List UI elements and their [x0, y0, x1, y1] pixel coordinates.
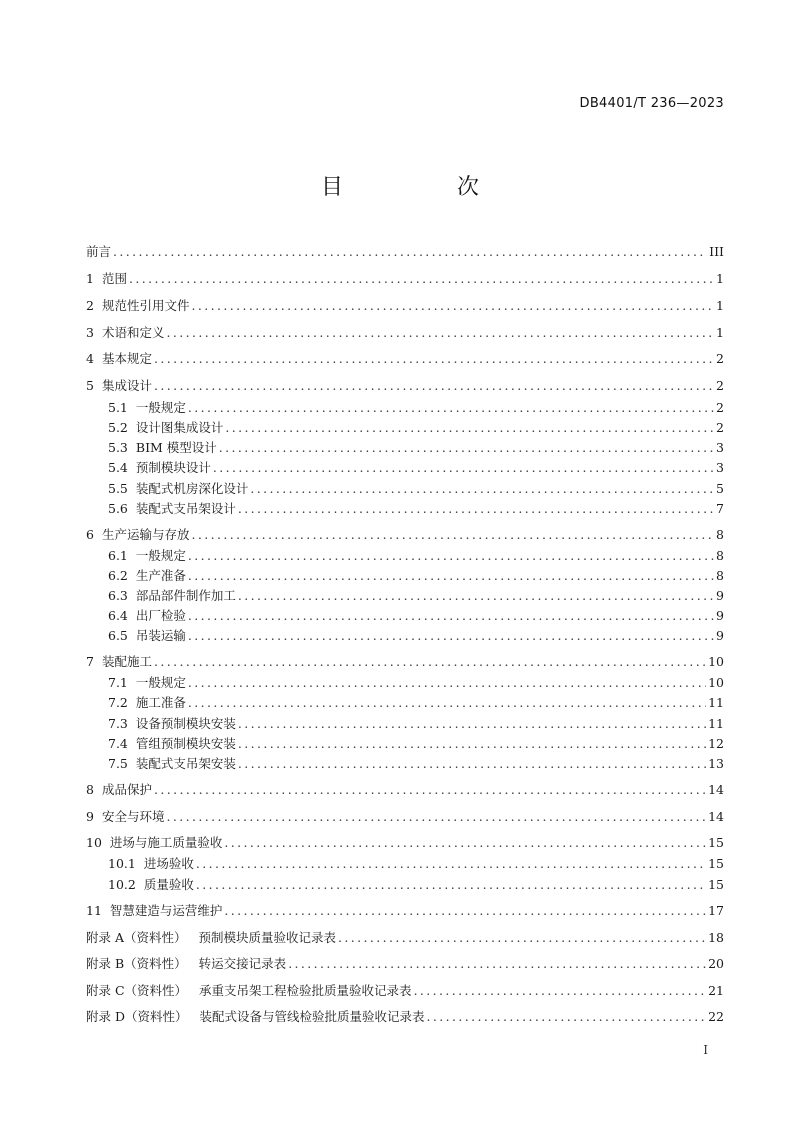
appendix-title [86, 1008, 427, 1026]
section-number: 5.1 [108, 400, 128, 415]
dot-leader [188, 694, 706, 712]
toc-entry[interactable] [86, 781, 724, 799]
section-number: 11 [86, 903, 102, 918]
toc-entry[interactable] [86, 350, 724, 368]
section-title: 成品保护 [101, 782, 152, 797]
appendix-name: 装配式设备与管线检验批质量验收记录表 [199, 1009, 425, 1024]
page-ref: 10 [708, 675, 724, 690]
page-ref: 1 [716, 325, 724, 340]
section-title: 质量验收 [143, 877, 194, 892]
page-ref: III [709, 244, 724, 259]
section-title: 施工准备 [135, 695, 186, 710]
dot-leader [188, 607, 714, 625]
dot-leader [238, 735, 706, 753]
dot-leader [238, 755, 706, 773]
page-ref: 10 [708, 654, 724, 669]
page-ref: 1 [716, 298, 724, 313]
appendix-entry[interactable] [86, 955, 724, 973]
section-title: 部品部件制作加工 [135, 588, 236, 603]
appendix-title [86, 982, 414, 1000]
dot-leader [196, 876, 706, 894]
toc-entry[interactable] [86, 755, 724, 773]
section-number: 5.3 [108, 440, 128, 455]
page-ref: 2 [716, 420, 724, 435]
dot-leader [188, 399, 714, 417]
page-ref: 2 [716, 378, 724, 393]
toc-entry-title [86, 297, 191, 315]
section-title: 生产准备 [135, 568, 186, 583]
page-ref: 8 [716, 527, 724, 542]
toc-entry-title [108, 876, 196, 894]
section-number: 5.5 [108, 481, 128, 496]
toc-entry[interactable] [86, 694, 724, 712]
dot-leader [166, 324, 714, 342]
toc-entry[interactable] [86, 627, 724, 645]
dot-leader [188, 627, 714, 645]
toc-entry[interactable] [86, 297, 724, 315]
page-ref: 17 [708, 903, 724, 918]
toc-entry[interactable] [86, 735, 724, 753]
dot-leader [238, 500, 714, 518]
dot-leader [154, 377, 714, 395]
section-title: 装配式支吊架设计 [135, 501, 236, 516]
section-number: 6 [86, 527, 94, 542]
appendix-entry[interactable] [86, 982, 724, 1000]
toc-entry-title [86, 653, 154, 671]
section-number: 5.6 [108, 501, 128, 516]
toc-entry[interactable] [86, 834, 724, 852]
section-number: 7.3 [108, 716, 128, 731]
section-number: 6.5 [108, 628, 128, 643]
page-ref: 15 [708, 856, 724, 871]
appendix-entry[interactable] [86, 929, 724, 947]
appendix-title [86, 955, 288, 973]
dot-leader [224, 834, 706, 852]
page-ref: 12 [708, 736, 724, 751]
toc-entry-title [108, 674, 188, 692]
toc-entry-title [86, 350, 154, 368]
toc-entry[interactable] [86, 547, 724, 565]
page-ref: 3 [716, 460, 724, 475]
toc-entry-title [108, 627, 188, 645]
toc-entry[interactable] [86, 500, 724, 518]
toc-entry[interactable] [86, 480, 724, 498]
section-title: 装配施工 [101, 654, 152, 669]
toc-entry-title [86, 243, 113, 261]
page-ref: 21 [708, 983, 724, 998]
section-number: 5.2 [108, 420, 128, 435]
toc-entry[interactable] [86, 459, 724, 477]
section-number: 10.1 [108, 856, 136, 871]
section-title: 安全与环境 [101, 809, 165, 824]
page-ref: 20 [708, 956, 724, 971]
page-ref: 15 [708, 877, 724, 892]
section-title: 集成设计 [101, 378, 152, 393]
section-title: 术语和定义 [101, 325, 165, 340]
toc-entry[interactable] [86, 243, 724, 261]
section-title: 一般规定 [135, 548, 186, 563]
section-number: 4 [86, 351, 94, 366]
dot-leader [154, 350, 714, 368]
section-title: 预制模块设计 [135, 460, 211, 475]
toc-entry-title [86, 324, 166, 342]
dot-leader [166, 808, 706, 826]
toc-entry-title [108, 694, 188, 712]
section-number: 1 [86, 271, 94, 286]
page-ref: 9 [716, 608, 724, 623]
dot-leader [250, 480, 714, 498]
toc-entry-title [108, 439, 219, 457]
toc-entry[interactable] [86, 399, 724, 417]
section-title: BIM 模型设计 [135, 440, 217, 455]
toc-entry[interactable] [86, 567, 724, 585]
appendix-entry[interactable] [86, 1008, 724, 1026]
appendix-tag: 附录 D（资料性） [86, 1009, 188, 1024]
section-title: 范围 [101, 271, 127, 286]
page-ref: 5 [716, 481, 724, 496]
toc-entry-title [86, 270, 129, 288]
section-title: 基本规定 [101, 351, 152, 366]
toc-entry-title [108, 547, 188, 565]
dot-leader [129, 270, 714, 288]
dot-leader [188, 567, 714, 585]
toc-entry-title [108, 399, 188, 417]
page-ref: 9 [716, 628, 724, 643]
section-title: 智慧建造与运营维护 [109, 903, 223, 918]
section-number: 10 [86, 835, 102, 850]
section-number: 3 [86, 325, 94, 340]
toc-entry[interactable] [86, 902, 724, 920]
dot-leader [338, 929, 706, 947]
section-title: 生产运输与存放 [101, 527, 190, 542]
dot-leader [224, 902, 706, 920]
section-title: 管组预制模块安装 [135, 736, 236, 751]
page-ref: 14 [708, 809, 724, 824]
toc-entry[interactable] [86, 653, 724, 671]
page-ref: 8 [716, 568, 724, 583]
section-number: 10.2 [108, 877, 136, 892]
toc-entry[interactable] [86, 270, 724, 288]
section-title: 一般规定 [135, 400, 186, 415]
section-number: 7 [86, 654, 94, 669]
page-ref: 7 [716, 501, 724, 516]
dot-leader [196, 855, 706, 873]
page-ref: 2 [716, 400, 724, 415]
toc-entry-title [108, 419, 225, 437]
appendix-tag: 附录 A（资料性） [86, 930, 187, 945]
section-number: 5.4 [108, 460, 128, 475]
page-ref: 22 [708, 1009, 724, 1024]
section-title: 设计图集成设计 [135, 420, 224, 435]
toc-entry[interactable] [86, 439, 724, 457]
section-number: 6.3 [108, 588, 128, 603]
appendix-tag: 附录 C（资料性） [86, 983, 188, 998]
page-ref: 9 [716, 588, 724, 603]
toc-entry[interactable] [86, 587, 724, 605]
dot-leader [188, 547, 714, 565]
toc-entry[interactable] [86, 526, 724, 544]
page-ref: 13 [708, 756, 724, 771]
dot-leader [288, 955, 706, 973]
dot-leader [219, 439, 714, 457]
toc-entry[interactable] [86, 855, 724, 873]
toc-entry-title [86, 834, 224, 852]
section-title: 规范性引用文件 [101, 298, 190, 313]
section-title: 前言 [86, 244, 112, 259]
dot-leader [188, 674, 706, 692]
toc-entry-title [86, 377, 154, 395]
section-number: 2 [86, 298, 94, 313]
toc-entry[interactable] [86, 377, 724, 395]
section-number: 7.4 [108, 736, 128, 751]
toc-entry-title [86, 526, 191, 544]
page-ref: 11 [708, 716, 724, 731]
toc-entry-title [86, 902, 224, 920]
toc-entry-title [108, 480, 250, 498]
dot-leader [427, 1008, 707, 1026]
section-number: 7.2 [108, 695, 128, 710]
section-number: 7.1 [108, 675, 128, 690]
section-number: 6.2 [108, 568, 128, 583]
page-ref: 8 [716, 548, 724, 563]
section-number: 5 [86, 378, 94, 393]
section-title: 出厂检验 [135, 608, 186, 623]
dot-leader [213, 459, 714, 477]
section-title: 吊装运输 [135, 628, 186, 643]
page-number: I [703, 1043, 708, 1057]
toc-entry[interactable] [86, 324, 724, 342]
appendix-title [86, 929, 338, 947]
section-title: 一般规定 [135, 675, 186, 690]
page-ref: 1 [716, 271, 724, 286]
dot-leader [154, 781, 706, 799]
page-ref: 15 [708, 835, 724, 850]
dot-leader [238, 587, 714, 605]
section-title: 进场验收 [143, 856, 194, 871]
toc-entry[interactable] [86, 419, 724, 437]
section-number: 9 [86, 809, 94, 824]
toc-entry-title [108, 607, 188, 625]
page-ref: 18 [708, 930, 724, 945]
section-number: 8 [86, 782, 94, 797]
section-title: 进场与施工质量验收 [109, 835, 223, 850]
appendix-name: 承重支吊架工程检验批质量验收记录表 [199, 983, 412, 998]
toc-entry-title [86, 781, 154, 799]
toc-entry[interactable] [86, 674, 724, 692]
section-number: 6.4 [108, 608, 128, 623]
dot-leader [191, 526, 714, 544]
page-title: 目 次 [320, 175, 525, 200]
page-ref: 14 [708, 782, 724, 797]
toc-entry-title [108, 735, 238, 753]
section-number: 7.5 [108, 756, 128, 771]
dot-leader [414, 982, 707, 1000]
section-title: 装配式机房深化设计 [135, 481, 249, 496]
dot-leader [191, 297, 714, 315]
toc-entry-title [108, 587, 238, 605]
dot-leader [113, 243, 707, 261]
section-number: 6.1 [108, 548, 128, 563]
appendix-tag: 附录 B（资料性） [86, 956, 187, 971]
toc-entry[interactable] [86, 607, 724, 625]
toc-entry[interactable] [86, 808, 724, 826]
toc-entry-title [108, 500, 238, 518]
toc-entry-title [108, 715, 238, 733]
page-ref: 3 [716, 440, 724, 455]
page-ref: 2 [716, 351, 724, 366]
document-code: DB4401/T 236—2023 [579, 96, 724, 111]
toc-entry-title [108, 755, 238, 773]
appendix-name: 转运交接记录表 [198, 956, 287, 971]
dot-leader [238, 715, 706, 733]
toc-entry-title [108, 855, 196, 873]
toc-entry-title [108, 459, 213, 477]
toc-entry[interactable] [86, 876, 724, 894]
toc-entry[interactable] [86, 715, 724, 733]
dot-leader [154, 653, 706, 671]
section-title: 设备预制模块安装 [135, 716, 236, 731]
page-ref: 11 [708, 695, 724, 710]
toc-entry-title [108, 567, 188, 585]
appendix-name: 预制模块质量验收记录表 [198, 930, 337, 945]
dot-leader [225, 419, 714, 437]
section-title: 装配式支吊架安装 [135, 756, 236, 771]
toc-entry-title [86, 808, 166, 826]
